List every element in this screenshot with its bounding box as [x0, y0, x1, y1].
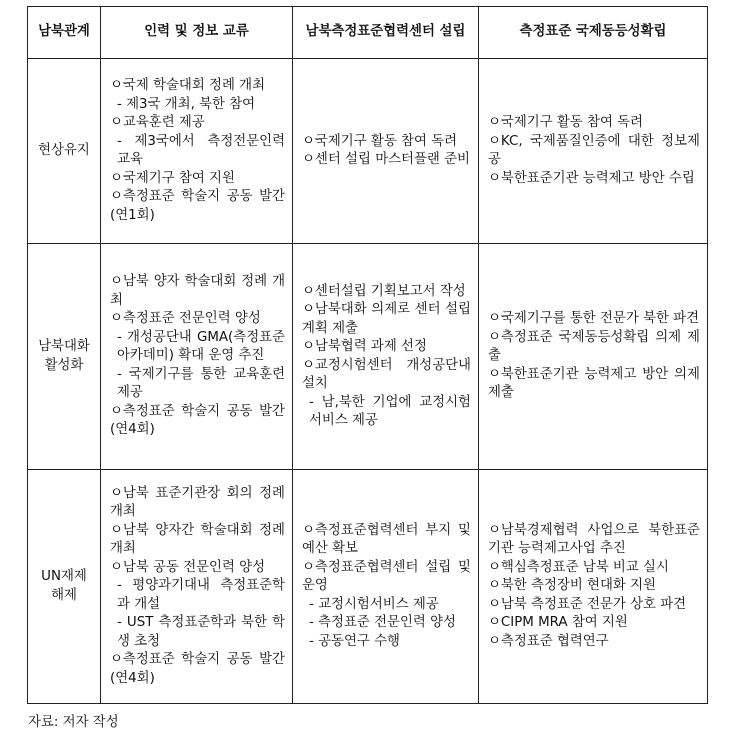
row-label [28, 59, 101, 244]
row-label [28, 470, 101, 704]
list-item: ㅇ측정표준협력센터 부지 및 예산 확보 [302, 522, 471, 557]
header-equivalence: 측정표준 국제동등성확립 [479, 7, 708, 59]
list-item: ㅇ교육훈련 제공 [110, 115, 205, 130]
list-item: ㅇ측정표준 국제동등성확립 의제 제출 [488, 329, 700, 364]
list-item: ㅇ센터 설립 마스터플랜 준비 [302, 152, 470, 167]
list-item: ㅇ북한표준기관 능력제고 방안 의제 제출 [488, 366, 700, 401]
sub-item: - 공동연구 수행 [309, 633, 400, 649]
header-relation: 남북관계 [28, 7, 101, 59]
sub-item: - 제3국 개최, 북한 참여 [117, 96, 256, 112]
source-note: 자료: 저자 작성 [28, 715, 119, 730]
table-row [28, 59, 708, 244]
sub-item: - 남,북한 기업에 교정시험서비스 제공 [309, 394, 471, 428]
cell-center [293, 244, 479, 470]
cell-equivalence [479, 470, 708, 704]
list-item: ㅇ남북 공동 전문인력 양성 [110, 559, 266, 575]
list-item: ㅇ남북협력 과제 선정 [302, 339, 427, 354]
list-item: ㅇ남북 양자간 학술대회 정례 개최 [110, 522, 285, 557]
row-label-line: 현상유지 [38, 142, 90, 158]
list-item: ㅇ센터설립 기획보고서 작성 [302, 283, 466, 299]
list-item: ㅇ측정표준 학술지 공동 발간(연4회) [110, 403, 285, 438]
header-row [28, 7, 708, 59]
cell-center [293, 470, 479, 704]
cell-equivalence [479, 59, 708, 244]
list-item: ㅇ측정표준 협력연구 [488, 633, 609, 649]
sub-item: - 국제기구를 통한 교육훈련 제공 [117, 366, 285, 401]
list-item: ㅇ국제기구 활동 참여 독려 [488, 115, 644, 130]
cell-equivalence [479, 244, 708, 470]
list-item: ㅇ남북 표준기관장 회의 정례 개최 [110, 485, 285, 520]
header-center: 남북측정표준협력센터 설립 [293, 7, 479, 59]
row-label-line: 남북대화 [38, 339, 90, 354]
list-item: ㅇCIPM MRA 참여 지원 [488, 615, 628, 631]
list-item: ㅇ국제 학술대회 정례 개최 [110, 78, 266, 93]
list-item: ㅇ남북 측정표준 전문가 상호 파견 [488, 596, 687, 612]
table-row [28, 244, 708, 470]
list-item: ㅇKC, 국제품질인증에 대한 정보제공 [488, 133, 700, 167]
row-label-line: 해제 [51, 587, 77, 603]
cell-exchange [101, 470, 293, 704]
header-exchange: 인력 및 정보 교류 [101, 7, 293, 59]
list-item: ㅇ남북경제협력 사업으로 북한표준기관 능력제고사업 추진 [488, 522, 700, 557]
sub-item: - 제3국에서 측정전문인력 교육 [117, 133, 285, 167]
cell-exchange [101, 59, 293, 244]
list-item: ㅇ측정표준 학술지 공동 발간(연1회) [110, 189, 285, 223]
list-item: ㅇ측정표준협력센터 설립 및 운영 [302, 559, 471, 594]
cell-exchange [101, 244, 293, 470]
cell-center [293, 59, 479, 244]
list-item: ㅇ핵심측정표준 남북 비교 실시 [488, 559, 669, 575]
list-item: ㅇ국제기구 참여 지원 [110, 170, 235, 186]
list-item: ㅇ북한 측정장비 현대화 지원 [488, 578, 656, 594]
list-item: ㅇ북한표준기관 능력제고 방안 수립 [488, 170, 695, 186]
list-item: ㅇ남북대화 의제로 센터 설립 계획 제출 [302, 302, 471, 336]
sub-item: - UST 측정표준학과 북한 학생 초청 [117, 615, 285, 649]
row-label-line: 활성화 [44, 357, 84, 373]
policy-table [27, 6, 708, 704]
sub-item: - 개성공단내 GMA(측정표준아카데미) 확대 운영 추진 [117, 329, 285, 364]
list-item: ㅇ측정표준 전문인력 양성 [110, 311, 261, 327]
list-item: ㅇ측정표준 학술지 공동 발간(연4회) [110, 652, 285, 686]
list-item: ㅇ국제기구 활동 참여 독려 [302, 133, 458, 149]
row-label [28, 244, 101, 470]
list-item: ㅇ국제기구를 통한 전문가 북한 파견 [488, 311, 700, 327]
list-item: ㅇ교정시험센터 개성공단내 설치 [302, 357, 471, 391]
sub-item: - 교정시험서비스 제공 [309, 596, 439, 612]
sub-item: - 측정표준 전문인력 양성 [309, 615, 456, 631]
list-item: ㅇ남북 양자 학술대회 정례 개최 [110, 274, 285, 308]
row-label-line: UN재제 [41, 569, 87, 584]
sub-item: - 평양과기대내 측정표준학과 개설 [117, 578, 285, 612]
table-row [28, 470, 708, 704]
